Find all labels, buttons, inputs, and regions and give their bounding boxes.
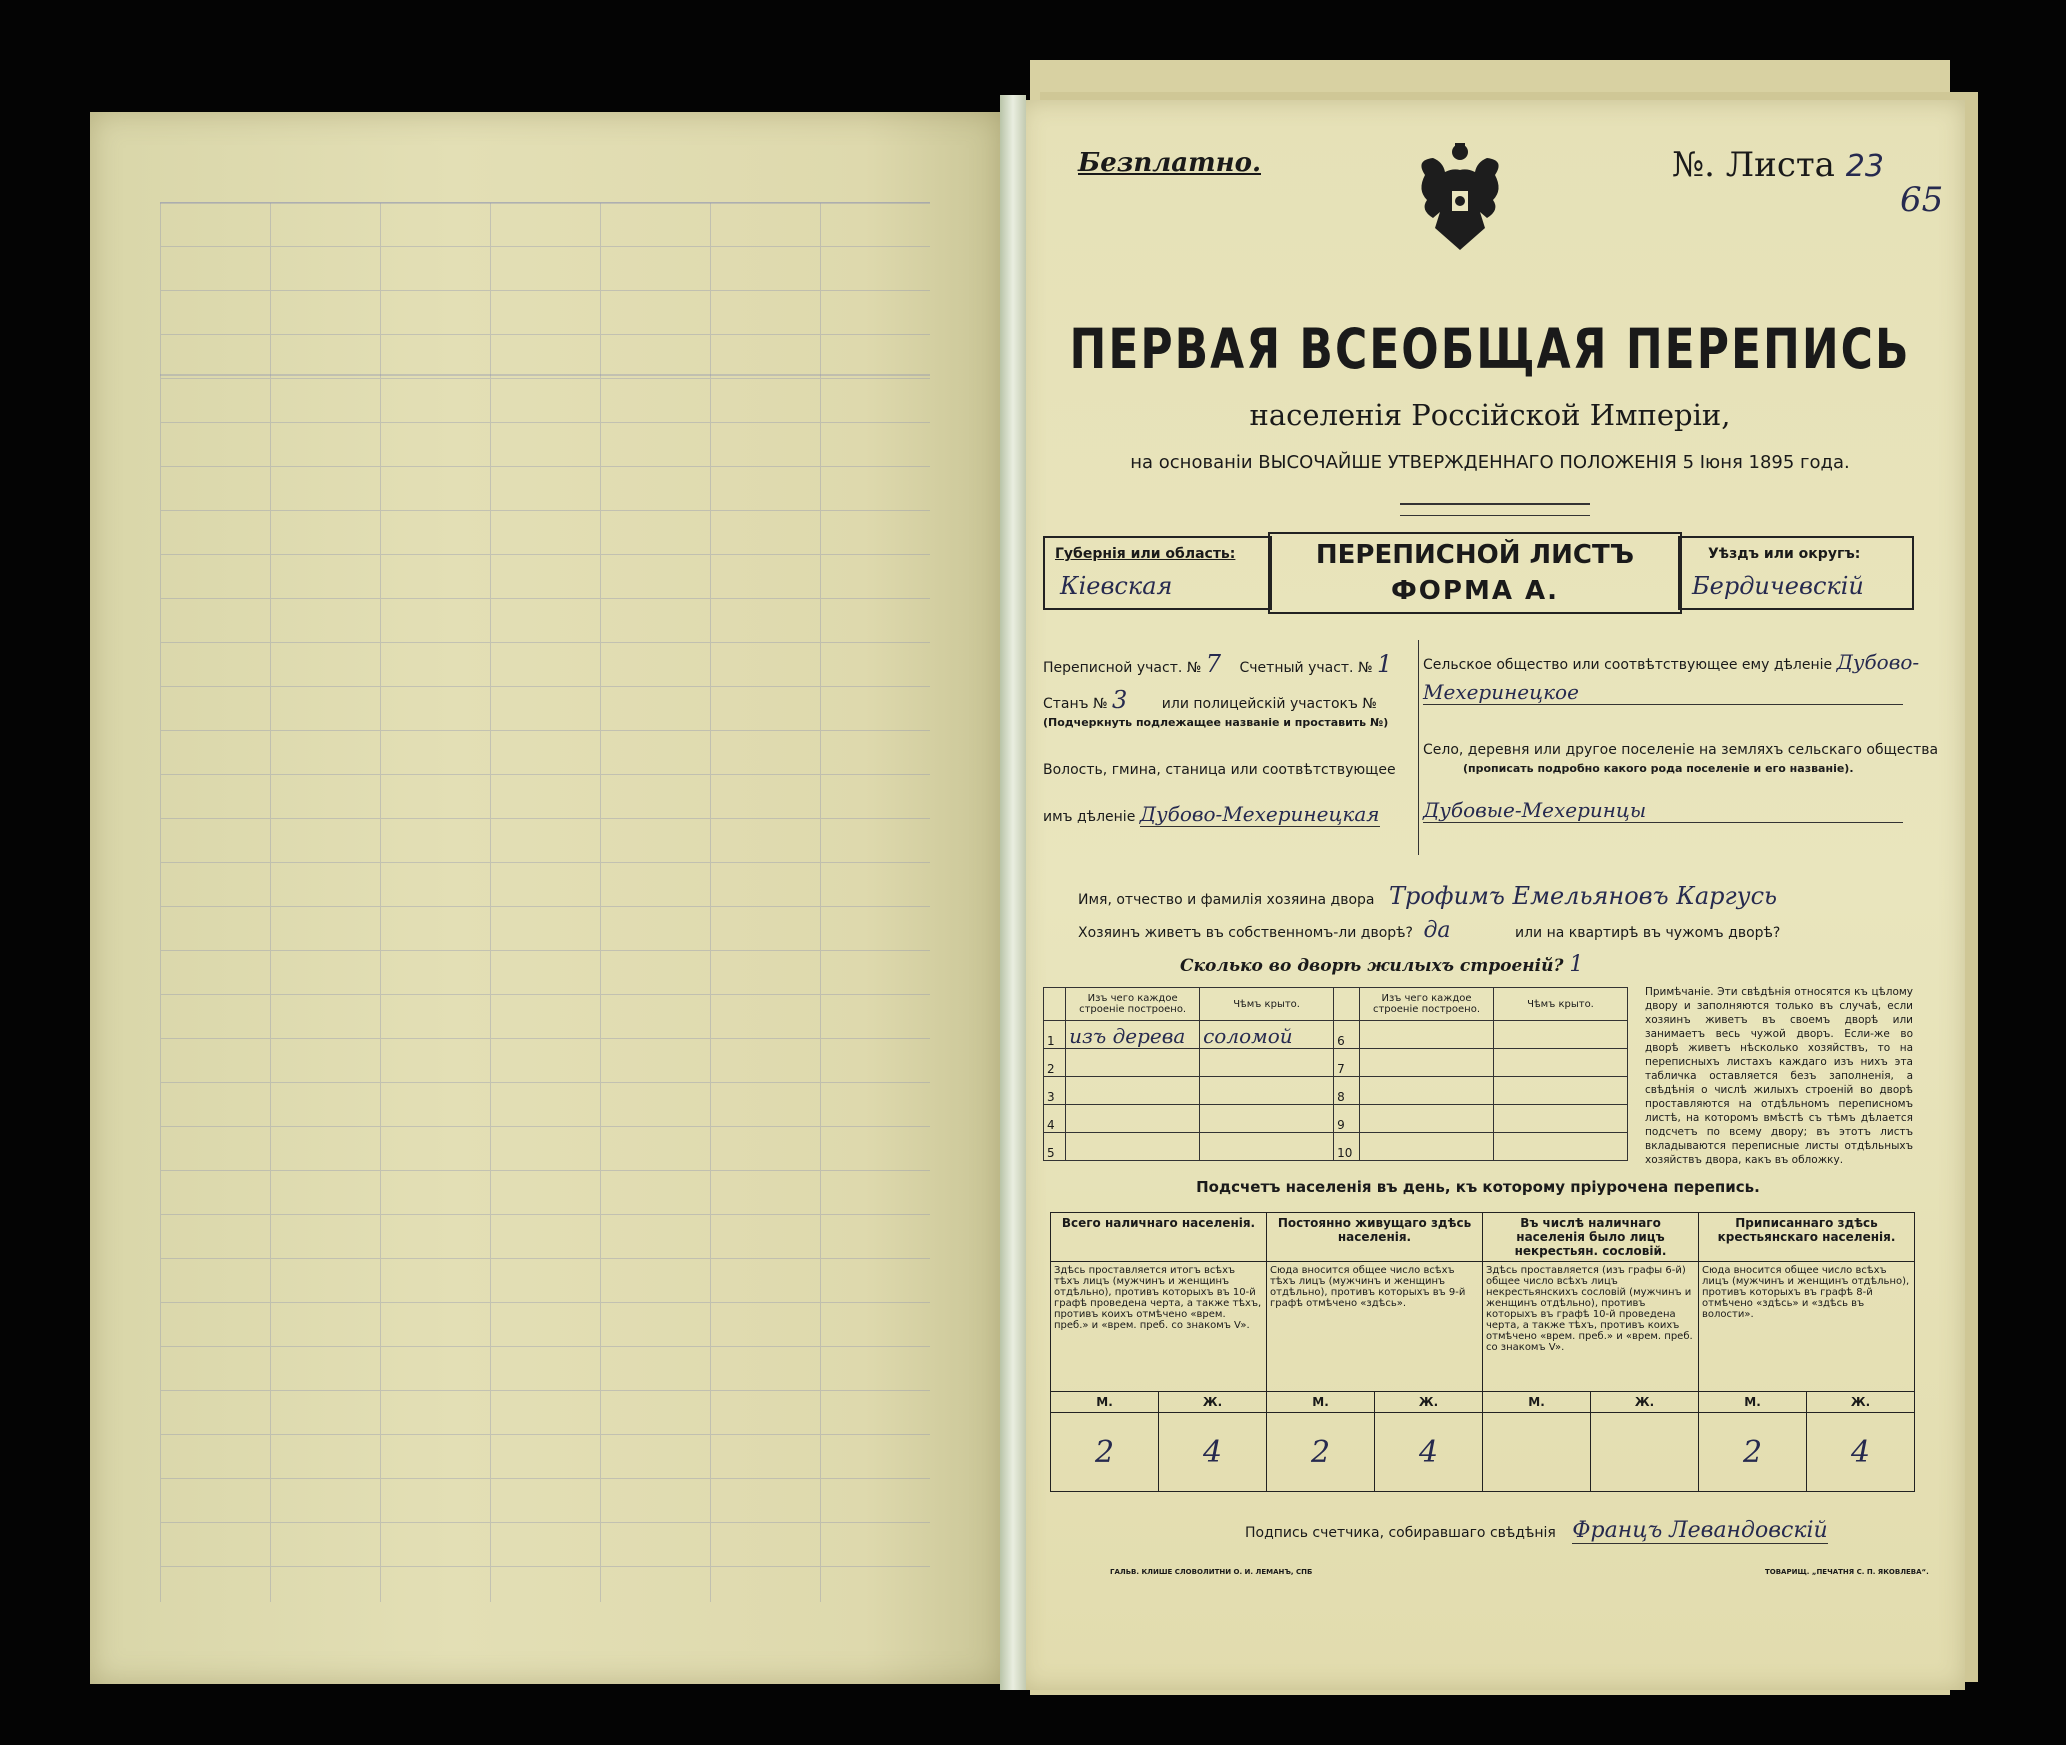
census-section-label: Переписной участ. № [1043,660,1202,676]
col-material-left: Изъ чего каждое строеніе построено. [1066,988,1200,1021]
double-headed-eagle-emblem [1405,140,1515,260]
volost-label-2: имъ дѣленіе [1043,809,1136,825]
stan-value: 3 [1112,686,1128,714]
signature-field [1245,1518,1828,1543]
signature-label: Подпись счетчика, собиравшаго свѣдѣнія [1245,1525,1556,1541]
district-value: Бердичевскій [1692,572,1864,600]
printer-right: ТОВАРИЩ. „ПЕЧАТНЯ С. П. ЯКОВЛЕВА“. [1765,1568,1929,1576]
col-roof-right: Чѣмъ крыто. [1493,988,1627,1021]
sheet-number-label: №. Листа [1672,145,1835,185]
census-section-value: 7 [1205,650,1222,678]
basis-line: на основаніи ВЫСОЧАЙШЕ УТВЕРЖДЕННАГО ПОЛОЖЕНІЯ 5 Іюня 1895 года. [1130,452,1850,473]
society-value-1: Дубово- [1836,650,1920,674]
sheet-title-box [1268,532,1682,614]
province-label: Губернія или область: [1055,546,1236,562]
village-value: Дубовые-Мехеринцы [1423,798,1903,823]
society-label: Сельское общество или соотвѣтствующее ему дѣленіе [1423,657,1833,673]
owner-name-label: Имя, отчество и фамилія хозяина двора [1078,892,1375,908]
volost-label: Волость, гмина, станица или соотвѣтствующее [1043,762,1396,778]
buildings-count-value: 1 [1569,952,1584,977]
col-material-right: Изъ чего каждое строеніе построено. [1360,988,1494,1021]
summary-col-title: Постоянно живущаго здѣсь населенія. [1267,1213,1483,1262]
society-field [1423,650,1919,674]
census-section-field [1043,650,1392,678]
volost-value: Дубово-Мехеринецкая [1139,802,1380,826]
signature-value: Францъ Левандовскій [1572,1518,1828,1543]
owner-name-value: Трофимъ Емельяновъ Каргусь [1388,882,1778,910]
page-title: ПЕРВАЯ ВСЕОБЩАЯ ПЕРЕПИСЬ [1069,318,1911,382]
note-text: Примѣчаніе. Эти свѣдѣнія относятся къ цѣлому двору и заполняются только въ случаѣ, если хозяинъ живетъ въ своемъ дворѣ или занимаетъ весь чужой дворъ. Если-же во дворѣ живетъ нѣсколько хозяйствъ, то на переписныхъ листахъ каждаго изъ нихъ эта табличка оставляется безъ заполненія, а свѣдѣнія о числѣ жилыхъ строеній во дворѣ проставляются на отдѣльномъ переписномъ листѣ, на которомъ вмѣстѣ съ тѣмъ дѣлается подсчетъ по всему двору; въ этотъ листъ вкладываются переписные листы отдѣльныхъ хозяйствъ двора, какъ въ обложку. [1645,986,1913,1166]
summary-col-desc: Сюда вносится общее число всѣхъ тѣхъ лицъ (мужчинъ и женщинъ отдѣльно), противъ которыхъ въ 9-й графѣ отмѣчено «здѣсь». [1267,1262,1483,1392]
province-value: Кіевская [1060,572,1173,600]
own-yard-field [1078,918,1908,943]
margin-note: 65 [1900,180,1944,220]
ornament-divider [1400,503,1590,516]
sheet-number [1672,145,1884,185]
subtitle: населенія Россійской Имперіи, [1249,398,1731,432]
owner-name-field [1078,882,1908,910]
village-note: (прописать подробно какого рода поселеніе и его названіе). [1463,762,1854,775]
book-spine [1000,95,1026,1690]
summary-col-desc: Здѣсь проставляется итогъ всѣхъ тѣхъ лицъ (мужчинъ и женщинъ отдѣльно), противъ которыхъ въ 10-й графѣ проведена черта, а также тѣхъ, противъ коихъ отмѣчено «врем. преб.» и «врем. преб. со знакомъ V». [1051,1262,1267,1392]
free-label: Безплатно. [1078,148,1261,178]
volost-field [1043,802,1380,826]
gender-header-row: М. Ж. М. Ж. М. Ж. М. Ж. [1051,1392,1915,1413]
province-box [1043,536,1272,610]
own-yard-value: да [1423,918,1451,943]
sheet-number-value: 23 [1845,149,1884,184]
buildings-count-label: Сколько во дворѣ жилыхъ строеній? [1180,956,1564,976]
population-summary-table [1050,1212,1915,1492]
summary-col-title: Въ числѣ наличнаго населенія было лицъ некрестьян. сословій. [1483,1213,1699,1262]
sheet-title: ПЕРЕПИСНОЙ ЛИСТЪ [1315,540,1635,570]
rent-label: или на квартирѣ въ чужомъ дворѣ? [1514,925,1781,941]
left-page [90,112,1002,1684]
police-label: или полицейскій участокъ № [1161,696,1377,712]
summary-heading: Подсчетъ населенія въ день, къ которому пріурочена перепись. [1196,1178,1760,1196]
society-value-2: Мехеринецкое [1423,680,1903,705]
table-row: 2 7 [1044,1049,1628,1077]
summary-col-desc: Здѣсь проставляется (изъ графы 6-й) общее число всѣхъ лицъ некрестьянскихъ сословій (мужчинъ и женщинъ отдѣльно), противъ которыхъ въ графѣ 10-й проведена черта, а также тѣхъ, противъ коихъ отмѣчено «врем. преб.» и «врем. преб. со знакомъ V». [1483,1262,1699,1392]
left-fields [1043,640,1419,855]
summary-values-row: 2 4 2 4 2 4 [1051,1413,1915,1492]
district-label: Уѣздъ или округъ: [1708,546,1861,562]
form-name: ФОРМА А. [1391,576,1559,606]
summary-col-desc: Сюда вносится общее число всѣхъ лицъ (мужчинъ и женщинъ отдѣльно), противъ которыхъ въ графѣ 8-й отмѣчено «здѣсь» и «здѣсь въ волости». [1699,1262,1915,1392]
right-fields [1423,640,1939,855]
table-row: 3 8 [1044,1077,1628,1105]
village-label: Село, деревня или другое поселеніе на земляхъ сельскаго общества [1423,742,1939,758]
underline-note: (Подчеркнуть подлежащее названіе и проставить №) [1043,716,1389,729]
summary-col-title: Приписаннаго здѣсь крестьянскаго населенія. [1699,1213,1915,1262]
table-row: 1 изъ дерева соломой 6 [1044,1021,1628,1049]
buildings-count-field [1180,952,1583,977]
own-yard-label: Хозяинъ живетъ въ собственномъ-ли дворѣ? [1078,925,1413,941]
table-row: 4 9 [1044,1105,1628,1133]
count-section-value: 1 [1376,650,1393,678]
stan-label: Станъ № [1043,696,1108,712]
table-row: 5 10 [1044,1133,1628,1161]
col-roof-left: Чѣмъ крыто. [1200,988,1334,1021]
faded-grid [160,202,930,1602]
printer-left: ГАЛЬВ. КЛИШЕ СЛОВОЛИТНИ О. И. ЛЕМАНЪ, СПБ [1110,1568,1313,1576]
district-box [1678,536,1914,610]
stan-field [1043,686,1377,714]
summary-col-title: Всего наличнаго населенія. [1051,1213,1267,1262]
buildings-table [1043,987,1628,1161]
count-section-label: Счетный участ. № [1239,660,1373,676]
